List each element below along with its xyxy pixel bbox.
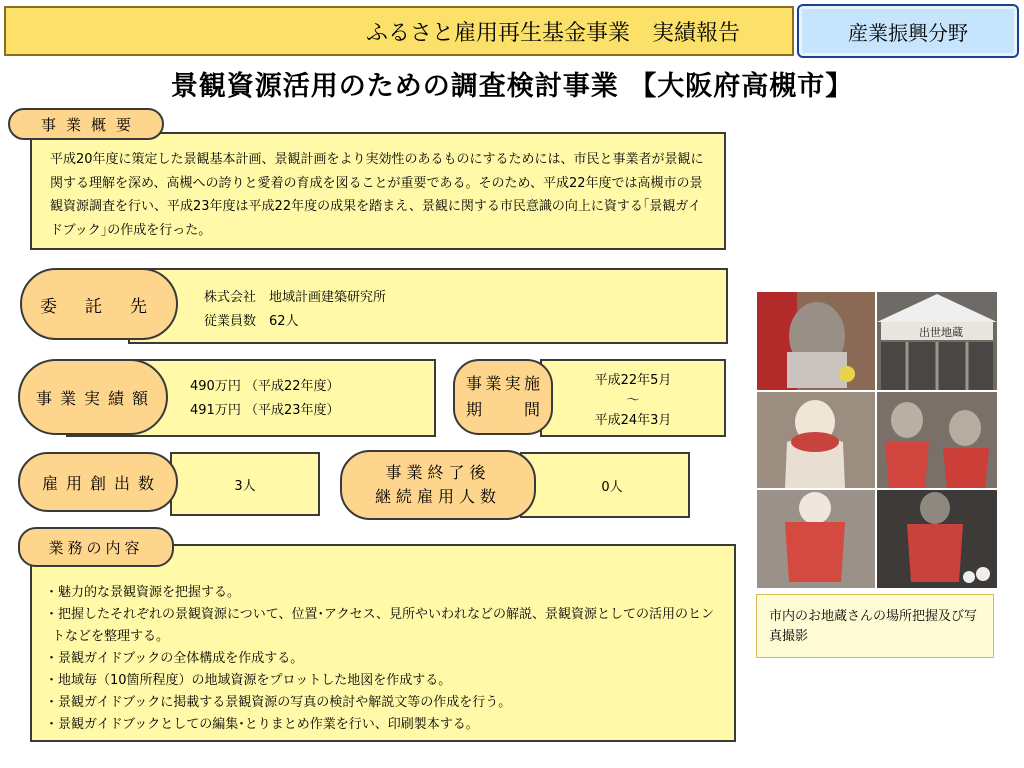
- header-title: ふるさと雇用再生基金事業 実績報告: [365, 20, 740, 46]
- period-tilde: ～: [626, 393, 640, 408]
- period-label: [453, 359, 553, 435]
- work-label: 業務の内容: [18, 527, 174, 567]
- results-label: 事業実績額: [18, 359, 168, 435]
- photo-caption-text: 市内のお地蔵さんの場所把握及び写真撮影: [769, 609, 978, 644]
- jizo-photo-collage-graphic: [757, 292, 997, 588]
- work-item: ・魅力的な景観資源を把握する。: [45, 585, 241, 600]
- period-end: 平成24年3月: [594, 413, 672, 428]
- header-bar: [4, 6, 794, 56]
- period-label-line1: 事業実施: [466, 374, 540, 393]
- photo-caption: [756, 594, 994, 658]
- period-box: [540, 359, 726, 437]
- category-label: 産業振興分野: [848, 20, 968, 45]
- continued-box: [520, 452, 690, 518]
- page-title: 景観資源活用のための調査検討事業 【大阪府高槻市】: [170, 71, 854, 102]
- period-start: 平成22年5月: [594, 373, 672, 388]
- period-label-line2: 期間: [466, 400, 540, 419]
- work-item: ・景観ガイドブックとしての編集･とりまとめ作業を行い、印刷製本する。: [45, 717, 479, 732]
- jobs-box: [170, 452, 320, 516]
- entrustee-employees: 従業員数 62人: [204, 314, 299, 329]
- work-item: ・景観ガイドブックの全体構成を作成する。: [45, 651, 304, 666]
- work-item: ・景観ガイドブックに掲載する景観資源の写真の検討や解説文等の作成を行う。: [45, 695, 512, 710]
- continued-label-line2: 継続雇用人数: [374, 487, 501, 506]
- entrustee-box: [128, 268, 728, 344]
- work-item: ・把握したそれぞれの景観資源について、位置･アクセス、見所やいわれなどの解説、景観資源としての活用のヒントなどを整理する。: [45, 607, 714, 644]
- jobs-label: 雇用創出数: [18, 452, 178, 512]
- results-line-1: 490万円 （平成22年度）: [190, 379, 340, 394]
- overview-box: [30, 132, 726, 250]
- shrine-sign-text: 出世地蔵: [919, 326, 963, 339]
- jobs-value: 3人: [234, 478, 256, 494]
- entrustee-company: 株式会社 地域計画建築研究所: [204, 290, 387, 305]
- entrustee-label: [20, 268, 178, 340]
- continued-label: [340, 450, 536, 520]
- overview-text: 平成20年度に策定した景観基本計画、景観計画をより実効性のあるものにするためには、市民と事業者が景観に関する理解を深め、高槻への誇りと愛着の育成を図ることが重要である。そのため、平成22年度では高槻市の景観資源調査を行い、平成23年度は平成22年度の成果を踏まえ、景観に関する市民意識の向上に資する｢景観ガイドブック｣の作成を行った。: [50, 152, 704, 238]
- continued-label-line1: 事業終了後: [385, 463, 491, 482]
- overview-label: 事業概要: [8, 108, 164, 140]
- results-line-2: 491万円 （平成23年度）: [190, 403, 340, 418]
- jizo-photo-collage: [757, 292, 997, 588]
- work-box: [30, 544, 736, 742]
- continued-value: 0人: [601, 479, 623, 495]
- category-badge: [797, 4, 1019, 58]
- work-item: ・地域毎（10箇所程度）の地域資源をプロットした地図を作成する。: [45, 673, 452, 688]
- entrustee-label-text: 委託先: [40, 296, 175, 317]
